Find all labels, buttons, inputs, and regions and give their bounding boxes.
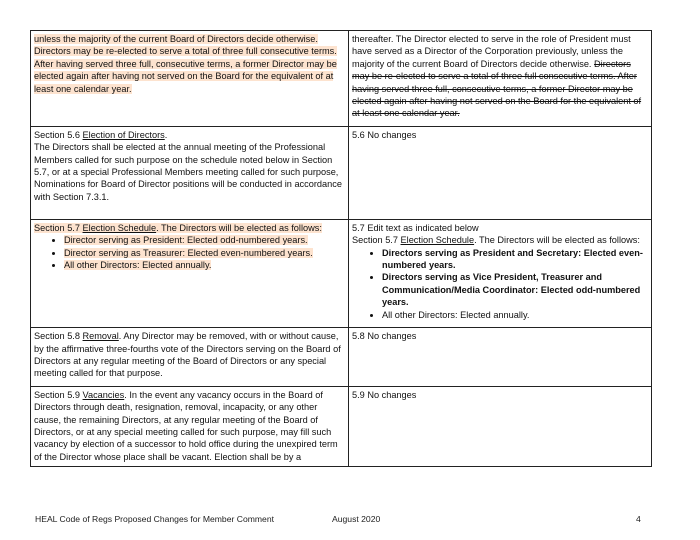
list-item: • Directors serving as President and Secretary: Elected even-numbered years.: [382, 247, 648, 272]
comparison-table: [30, 30, 652, 467]
current-text-cell: [31, 328, 349, 387]
highlighted-text: unless the majority of the current Board of Directors decide otherwise. Directors may be re-elected to serve a total of three full consecutive terms. After having served three full, consecutive terms, a former Director may be elected again after having not served on the Board for the equivalent of at least one calendar year.: [34, 34, 337, 94]
proposed-text-cell: [349, 31, 652, 127]
change-note: 5.6 No changes: [352, 129, 417, 140]
proposed-text-cell: [349, 126, 652, 219]
schedule-list: [352, 247, 648, 321]
change-note: 5.9 No changes: [352, 389, 417, 400]
section-heading: Section 5.6 Election of Directors.: [34, 129, 168, 140]
list-item: • All other Directors: Elected annually.: [382, 309, 648, 321]
current-text-cell: [31, 386, 349, 466]
current-text-cell: [31, 219, 349, 327]
list-item: • All other Directors: Elected annually.: [64, 259, 345, 271]
table-row: [31, 126, 652, 219]
section-heading: Section 5.7 Election Schedule. The Directors will be elected as follows:: [352, 235, 640, 246]
proposed-text-cell: [349, 219, 652, 327]
section-heading: Section 5.7 Election Schedule. The Directors will be elected as follows:: [34, 222, 322, 233]
section-body: Section 5.8 Removal. Any Director may be removed, with or without cause, by the affirmative three-fourths vote of the Directors serving on the Board of Directors at any regular meeting of the Board of Directors or any special meeting called for that purpose.: [34, 331, 341, 379]
table-row: [31, 31, 652, 127]
proposed-text-cell: [349, 328, 652, 387]
footer-title: HEAL Code of Regs Proposed Changes for Member Comment: [35, 514, 274, 524]
schedule-list: [34, 234, 345, 271]
footer-date: August 2020: [332, 514, 381, 524]
change-note: 5.7 Edit text as indicated below: [352, 222, 479, 233]
table-row: [31, 219, 652, 327]
section-body: The Directors shall be elected at the annual meeting of the Professional Members called for such purpose on the schedule noted below in Section 5.7, or at a special Professional Members meeting called for such purpose, Nominations for Board of Director positions will be conducted in accordance with Section 7.3.1.: [34, 142, 342, 202]
struck-text: Directors may be re-elected to serve a total of three full consecutive terms. After having served three full, consecutive terms, a former Director may be elected again after having not served on the Board for the equivalent of at least one calendar year.: [352, 58, 642, 119]
list-item: • Director serving as President: Elected odd-numbered years.: [64, 234, 345, 246]
page-number: 4: [636, 514, 641, 524]
current-text-cell: [31, 31, 349, 127]
list-item: • Directors serving as Vice President, Treasurer and Communication/Media Coordinator: Elected odd-numbered years.: [382, 271, 648, 308]
change-note: 5.8 No changes: [352, 331, 417, 342]
current-text-cell: [31, 126, 349, 219]
proposed-text-cell: [349, 386, 652, 466]
section-body: Section 5.9 Vacancies. In the event any vacancy occurs in the Board of Directors through death, resignation, removal, incapacity, or any other cause, the remaining Directors, at any regular meeting of the Board of Directors, or at any special meeting called for such purpose, may fill such vacancy by election of a successor to hold office during the unexpired term of the Director whose place shall be vacant. Election shall be by a: [34, 389, 338, 462]
table-row: [31, 386, 652, 466]
proposed-text: thereafter. The Director elected to serve in the role of President must have served as a Director of the Corporation previously, unless the majority of the current Board of Directors decide otherwise.: [352, 34, 631, 69]
list-item: • Director serving as Treasurer: Elected even-numbered years.: [64, 247, 345, 259]
table-row: [31, 328, 652, 387]
